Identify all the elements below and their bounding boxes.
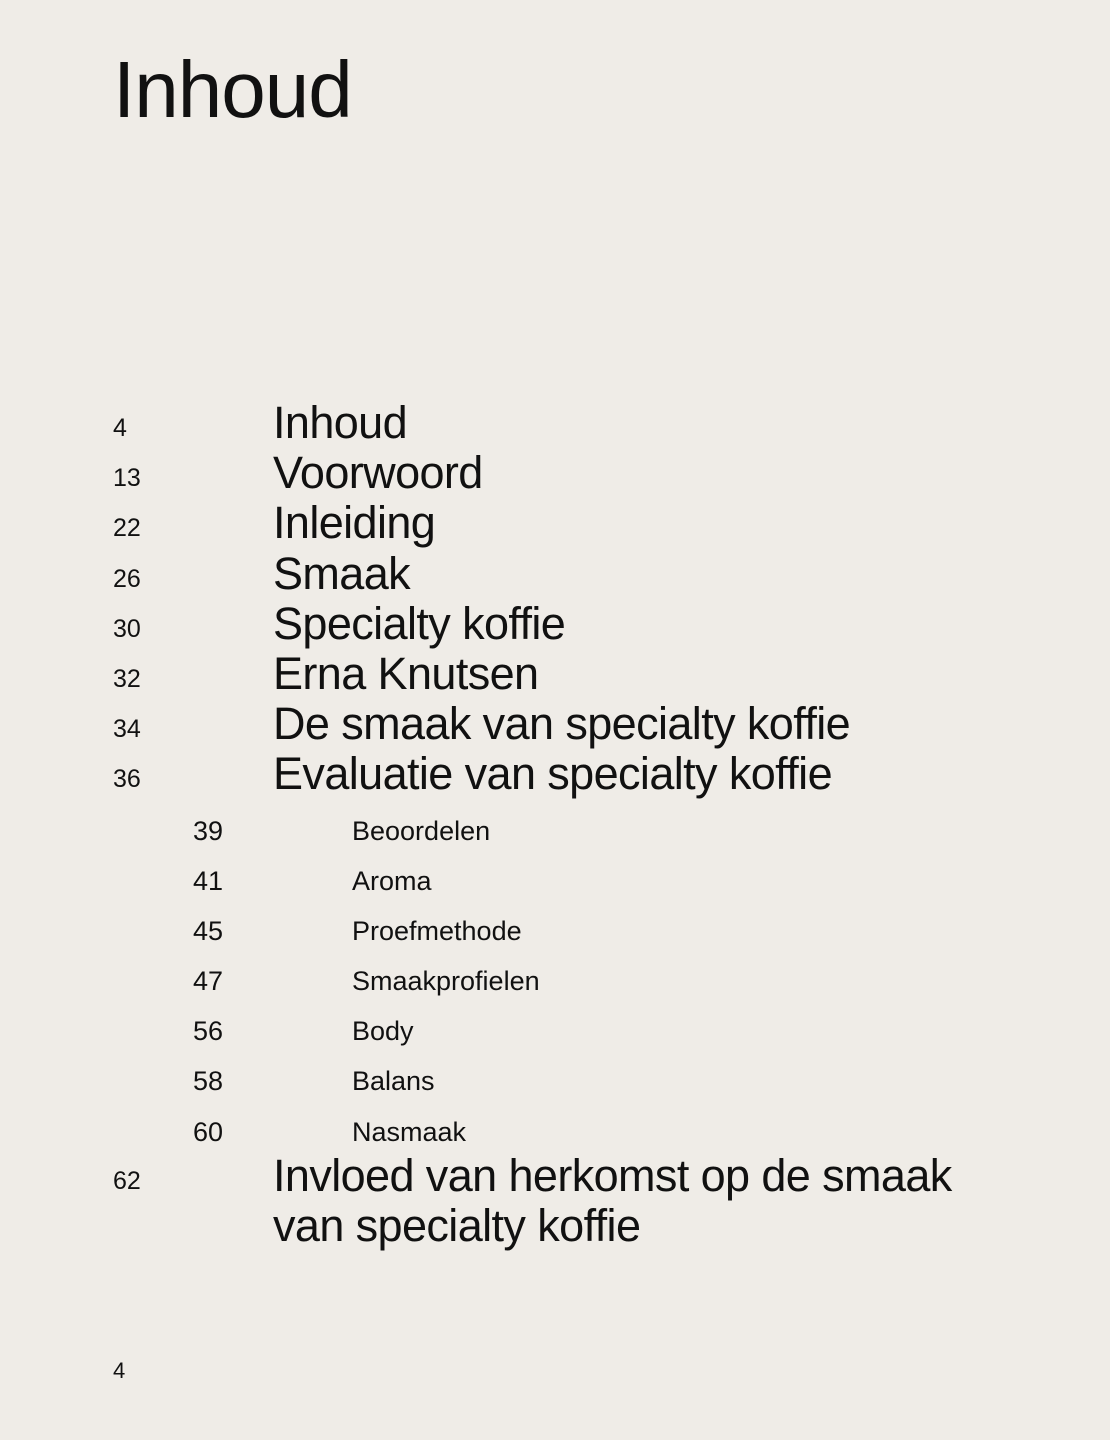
page-title: Inhoud xyxy=(113,45,352,134)
toc-entry-evaluatie[interactable] xyxy=(0,749,1110,799)
toc-title: Specialty koffie xyxy=(273,597,566,649)
toc-entry-de-smaak-van-specialty-koffie[interactable] xyxy=(0,699,1110,749)
toc-page-number: 13 xyxy=(113,464,141,493)
toc-page-number: 39 xyxy=(193,815,224,846)
toc-page-number: 47 xyxy=(193,966,224,997)
toc-page-number: 62 xyxy=(113,1166,141,1195)
toc-title: De smaak van specialty koffie xyxy=(273,698,851,750)
toc-subentry-balans[interactable] xyxy=(0,1050,1110,1100)
toc-page-number: 58 xyxy=(193,1066,224,1097)
toc-title: Evaluatie van specialty koffie xyxy=(273,748,833,800)
toc-entry-inleiding[interactable] xyxy=(0,498,1110,548)
toc-title: Erna Knutsen xyxy=(273,647,539,699)
toc-page-number: 45 xyxy=(193,915,224,946)
toc-page-number: 56 xyxy=(193,1016,224,1047)
table-of-contents xyxy=(0,398,1110,1251)
toc-entry-invloed-van-herkomst[interactable] xyxy=(0,1151,1110,1251)
toc-page-number: 60 xyxy=(193,1116,224,1147)
toc-title: Smaak xyxy=(273,547,411,599)
toc-page-number: 4 xyxy=(113,414,127,442)
toc-title: Smaakprofielen xyxy=(352,966,540,997)
toc-title: Inhoud xyxy=(273,397,408,448)
toc-entry-specialty-koffie[interactable] xyxy=(0,599,1110,649)
toc-page-number: 36 xyxy=(113,765,141,794)
toc-page-number: 22 xyxy=(113,514,141,543)
toc-subentry-aroma[interactable] xyxy=(0,850,1110,900)
toc-entry-smaak[interactable] xyxy=(0,549,1110,599)
page-number-folio: 4 xyxy=(113,1358,126,1383)
toc-title: Inleiding xyxy=(273,497,436,549)
toc-page-number: 34 xyxy=(113,715,141,744)
toc-page-number: 32 xyxy=(113,664,141,693)
toc-entry-voorwoord[interactable] xyxy=(0,448,1110,498)
toc-title: Invloed van herkomst op de smaak van specialty koffie xyxy=(273,1149,952,1251)
toc-title: Balans xyxy=(352,1066,435,1097)
toc-title: Aroma xyxy=(352,865,432,896)
toc-subentry-proefmethode[interactable] xyxy=(0,900,1110,950)
toc-subentry-beoordelen[interactable] xyxy=(0,800,1110,850)
toc-subentry-body[interactable] xyxy=(0,1000,1110,1050)
toc-subentry-smaakprofielen[interactable] xyxy=(0,950,1110,1000)
toc-page-number: 26 xyxy=(113,564,141,593)
toc-entry-inhoud[interactable] xyxy=(0,398,1110,448)
toc-title: Proefmethode xyxy=(352,915,522,946)
toc-title: Nasmaak xyxy=(352,1116,467,1147)
toc-page-number: 30 xyxy=(113,614,141,643)
toc-subentry-nasmaak[interactable] xyxy=(0,1101,1110,1151)
toc-title: Beoordelen xyxy=(352,815,491,846)
toc-page-number: 41 xyxy=(193,865,224,896)
toc-title: Voorwoord xyxy=(273,447,483,499)
toc-title: Body xyxy=(352,1016,414,1047)
toc-entry-erna-knutsen[interactable] xyxy=(0,649,1110,699)
